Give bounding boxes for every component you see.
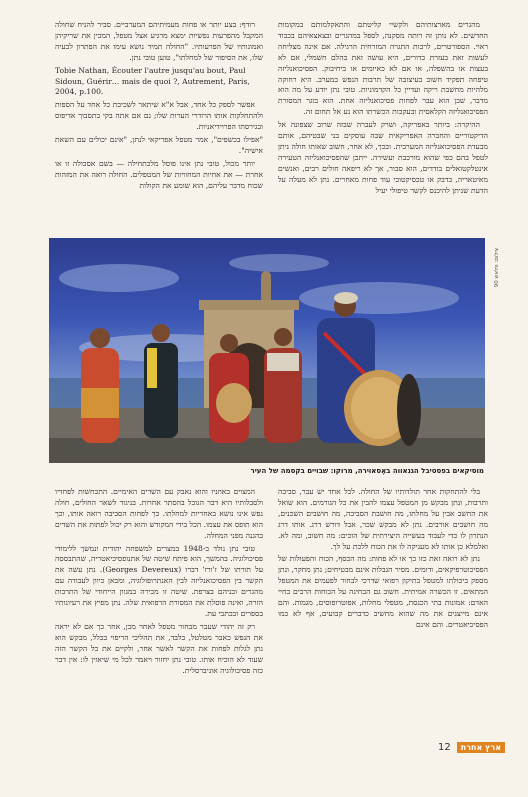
paragraph: מהגרים מארצותיהם ולקשיי קליטתם והתאקלמותם במקומות החדשים. לא נותן זה רותה מסקנה, לספל במהגרים ובצאצאיהם בכבוד ראוי. הספורטרים, לרבות התגרה המזרחית הרגילה. אם אינה מצליחה לעשות זאת בעזרת כדורים, היא עושה זאת בהלם חשמלי, אם לא בעצות או בהשפלה, או אם לא כאיומים או ביחיבוק. הפסיכואנליזה טיפחה תפקיד חשוב בעיצובה של תרבות הנפש במערב. היא רחוקה מלהיות מחשבת ריקה ועדיין כל הקדמוניות. טובי נתן יודע על מה הוא מדבר, שכן הוא עבר לפחות פסיכואנליזה אחת. הוא בוגר המסורת הפסיכואנליזה הקלאסית ובעקבות הכשרתו הוא נע אל תחום זה. — [278, 20, 488, 117]
article-column-top-right — [278, 20, 488, 234]
page-footer — [438, 740, 505, 754]
paragraph: המצוים באוזניו והוא נאבק עם השדים האימיים. התכחשות לפחדיו ולסבלותיו היא דבר הגובל בהסתר אחרות. בניגוד לשאר החולים, חולה נפש אינו נושא באחריות למחלתו. כך לפחות הסביבה רואה אותו, וכך הוא תופס את עצמו. הכל בידי המקודש והוא רק יכול לפתות את השדים בהגנה מפני המחלה. — [55, 487, 263, 540]
photo-credit: צילום: פלאש 90 — [494, 248, 500, 288]
magazine-name-badge: ארץ אחרת — [457, 742, 505, 753]
bibliographic-reference: Tobie Nathan, Écouter l'autre jusqu'au bout, Paul Sidoun, Guérir… mais de quoi ?, Autrement, Paris, 2004, p.100. — [55, 65, 250, 97]
paragraph: רודף: בצע יותר או פחות מעמיתיהם המערביים. סביר להניח שחולה המקבל מהפרעות נפשיות ימצא מרגיע אצל מטפל, המכין את שריקיהן ואמונותיו של הפרעותיו. "החולה תמיד נושא עימו את הפתרון לבעיה שלו, את הסיפור של למחלתו", טוען טובי נתן. — [55, 20, 263, 62]
paragraph: אפשר לספק כל אחד, אבל א"א שיתאר לשכיבת כל אחד על הספות ולהתחלקות אותו הרודרי הערות שלו; גם אם אתה בקי בתסבוך אדיפוס ובגירסתו הפרוידיאניות. — [55, 100, 263, 132]
paragraph: יותר מכול, טובי נתן אינו פוסל מלכתחילה — בשם אסכולה זו או אחרת — את אחיות המחוויות של המטפלים. החולה רואה את המזהות שכוח מדבר עליהם, הוא שומע את הקולות — [55, 158, 263, 190]
paragraph: רק זה יהודי שעבר מבחור מטפל לאחר מכן, אחר כך אם לא יראה את הנפש כאבר מטלטל, בלבד, את תהליכי הריפוי בכלל, מבקש הוא נתן לגלות לפחות את הקשר לאשר אחר, ולקיים את כל הקשר הזה שעוד לא הוכיח אותו. טובי נתן יחזור ויאמר לכל מי שיאזין לו: אין דבר כזה פסיכולוגיה אוניברסלית. — [55, 621, 263, 675]
article-column-top-left — [55, 20, 263, 234]
paragraph: טובי נתן נולד ב-1948 במצרים למשפחה יהודית ונמשך ללימודי פסיכולוגיה. בהמשך, הוא פיתח שיטה של אתנופסיכיאטריה, שהתבססה על תורתו של ז'ורז' דברו (Georges Devereux). נתן עשה את הקשר בין הפסיכואנליזה לבין האנתרופולוגיה, ומכאן כיוון לעבודה עם מהגרים ובניהם בצרפת. שיטה זו מכירה במגוון הייחודי של התרבות הזרה, ואינה פוסלת את המסורת הרפואית שלה. נתן מפיץ את רעיונותיו בספרים ובכתבי עת. — [55, 543, 263, 618]
article-column-bottom-right — [278, 487, 488, 739]
page-number: 12 — [438, 741, 451, 753]
paragraph: נתן לא רואה זאת כזו כך או לא פחות: מה הכסף, הכוח והפעולות של הפסיכוטרפיקאים, ודומים. מסיר הגבלות אינם מבטיחים; נתן מחקר, ונתן מספק ביכולתו למטפל בתיקון רפואי שדרכי לבחור לפעמים את המטפל המתאים. זו הכשרה אמיתית. חשוב גם הבחינה על הכוחות הרבים בחיי האדם: אמונות בתי הכנסת, מטפלי מחלות, אפוטרופוסים, מגמות. והם אינם מייצגים את מה שהוא מחשיב כדברים קבועים, אף לא כמו הפסיכיאטרים. והם אינם — [278, 554, 488, 629]
quote-paragraph: "אפילו בכשפים", אמר מטפל אפריקאי לנתן, "אינם יכולים עם השאת אישיה". — [55, 135, 263, 155]
paragraph: בלי להתחקות אחר תולדותיו של החולה. לכל אחד יש עבר, סביבה ותרבות, ונתן מבקש מן המטפל עצמו להבין את כל הגורמים. הוא שואל את החשב אבין על מחלתו, מה חושבת הסביבה, מה חושבים השכנים, מה חושבים אורבים. נתן לא מבקש שכר, אבל דורש דרג. אותו דרג הנתרון לו כדי לעבוד בעשייה היצירתית של הוכים: מה חשוב, ומה לא. ואלמלא כן אותו לא מעניקה לו את הכוח ללכת על לך. — [278, 487, 488, 551]
article-column-bottom-left — [55, 487, 263, 739]
paragraph: ההיקרה: ביותר באפריקה, ושרק לעברה שבזה שרוב שצפונה אל הדיקטוריים והחברה האפריקאית שבה עוסקים בני שבטיהם, אותם מבעדת הפסיכואנליזה המערבית. ובכך, לא אחר, חשוב שאותו חולה ניתן לטפל בהם כפי שהוא מורכבת ועשירה. ייתכן שהפסיכואנליזה הטעירה אינטלקטואלים בודדים, הוא סבור, אך לא ריפאה חולים רבים, ואנשים מאיטאריה, בדבק או טכסיקטובי עוד פחות מאחרים. נתן לא מעלה על הדעת שניתן להיכנס לקשר טיפולי יעיל — [278, 120, 488, 195]
festival-photo — [49, 238, 485, 463]
photo-caption: מוסיקאים בפסטיבל הגנאווה באֶסאוּירה, מרוקו: שבויים בקסמה של העיר — [250, 467, 484, 475]
